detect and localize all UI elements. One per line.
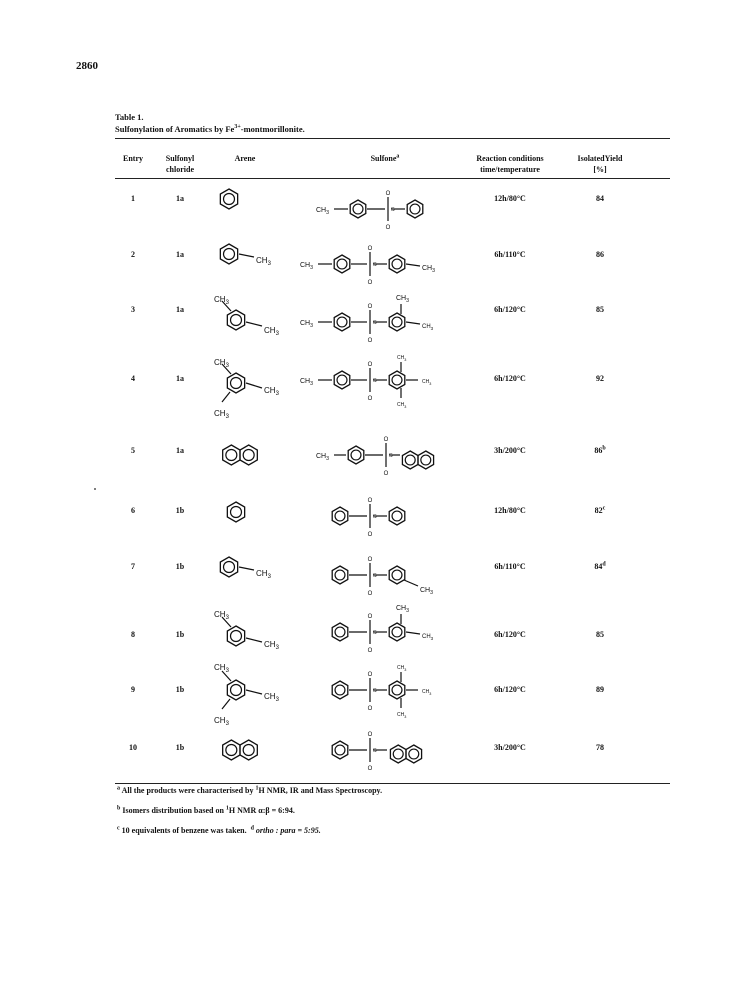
footnote-b-sup: 1 (225, 805, 229, 812)
sulfone-9-para-ch3 (422, 689, 431, 696)
sulfone-7-oxygen-bottom: O (367, 591, 373, 597)
sulfone-8-right-ring-aromatic-circle (392, 627, 402, 637)
sulfone-1-phenyl-ring-aromatic-circle (410, 204, 420, 214)
page-number: 2860 (76, 60, 98, 72)
sulfone-8-sulfur: S (373, 630, 377, 636)
sulfone-4-para-ch3-ch: CH (422, 379, 430, 385)
arene-9-methyl-bond-b (246, 690, 262, 694)
arene-2-ch3-sub: 3 (267, 261, 271, 267)
footnote-a-sup: 1 (255, 785, 259, 792)
arene-7-ch3-ch: CH (256, 569, 268, 578)
arene-5-naphthalene-b-aromatic-circle (243, 450, 254, 461)
sulfone-2-right-ring-aromatic-circle (392, 259, 402, 269)
sulfone-3-para-ch3-sub: 3 (430, 326, 434, 331)
table-title: Table 1. (115, 112, 144, 122)
footnote-a-text-1: All the products were characterised by (121, 786, 254, 795)
header-sulfonyl-line2: chloride (166, 165, 194, 174)
sulfone-2-oxygen-bottom: O (367, 280, 373, 286)
sulfone-3-ortho-ch3 (396, 295, 409, 304)
footnote-b-mark: b (117, 805, 121, 812)
sulfone-9-oxygen-bottom: O (367, 706, 373, 712)
row-5-sulfonyl: 1a (176, 446, 184, 455)
arene-4-ch3-b-ch: CH (264, 386, 276, 395)
sulfone-7-ch3-ch: CH (420, 587, 431, 594)
sulfone-9-ortho-ch3-a-sub: 3 (404, 668, 407, 672)
sulfone-4-tolyl-ch3-sub: 3 (310, 381, 314, 387)
row-4-yield-value: 92 (596, 374, 604, 383)
row-4-sulfonyl: 1a (176, 374, 184, 383)
header-entry: Entry (123, 154, 143, 163)
sulfone-8-ortho-ch3-ch: CH (396, 605, 407, 612)
arene-9-ch3-c (214, 716, 230, 727)
arene-9-ch3-b (264, 692, 280, 703)
arene-3-ch3-a (214, 295, 230, 306)
header-sulfone-text: Sulfone (370, 154, 397, 163)
sulfone-2-tolyl-ring-aromatic-circle (337, 259, 347, 269)
row-6-conditions: 12h/80°C (494, 506, 526, 515)
sulfone-10-oxygen-bottom: O (367, 766, 373, 772)
row-5-conditions: 3h/200°C (494, 446, 526, 455)
arene-8-ch3-b (264, 640, 280, 651)
footnote-b-text-1: Isomers distribution based on (122, 806, 224, 815)
arene-9-ch3-a-sub: 3 (225, 668, 229, 674)
sulfone-4-ortho-ch3-a-sub: 3 (404, 358, 407, 362)
arene-7-ch3 (256, 569, 272, 580)
sulfone-8-para-ch3-ch: CH (422, 634, 431, 640)
footnote-a-mark: a (117, 785, 120, 792)
sulfone-2-sulfur: S (373, 262, 377, 268)
arene-2-toluene-aromatic-circle (224, 249, 235, 260)
sulfone-4-ortho-ch3-a-ch: CH (397, 355, 405, 361)
sulfone-7-oxygen-top: O (367, 557, 373, 563)
header-sulfone-footnote: a (396, 153, 400, 160)
arene-4-ch3-b (264, 386, 280, 397)
sulfone-4-ortho-ch3-b (397, 402, 406, 409)
arene-9-ch3-b-ch: CH (264, 692, 276, 701)
sulfone-4-oxygen-top: O (367, 362, 373, 368)
footnote-c-text: 10 equivalents of benzene was taken. (121, 826, 247, 835)
sulfone-1-ch3-sub: 3 (326, 210, 330, 216)
row-6-yield-note: c (602, 505, 606, 512)
sulfone-6-oxygen-top: O (367, 498, 373, 504)
sulfone-1-tolyl-ring-aromatic-circle (353, 204, 363, 214)
row-6-entry: 6 (131, 506, 135, 515)
footnote-d-text: ortho : para = 5:95. (255, 826, 321, 835)
arene-4-methyl-bond-b (246, 383, 262, 388)
row-8-sulfonyl: 1b (175, 630, 185, 639)
arene-2-ch3 (256, 256, 272, 267)
header-conditions-line2: time/temperature (480, 165, 540, 174)
header-sulfonyl-line1: Sulfonyl (165, 154, 195, 163)
arene-7-toluene-aromatic-circle (224, 562, 235, 573)
sulfone-5-ch3-ch: CH (316, 453, 327, 460)
footnote-b-text-2: H NMR α:β = 6:94. (228, 806, 295, 815)
sulfone-3-para-bond (406, 322, 420, 324)
sulfone-10-sulfur: S (373, 748, 377, 754)
sulfone-4-ortho-ch3-a (397, 355, 406, 362)
sulfone-3-oxygen-bottom: O (367, 338, 373, 344)
arene-10-naphthalene-b-aromatic-circle (243, 745, 254, 756)
sulfone-5-oxygen-bottom: O (383, 471, 389, 477)
arene-8-methyl-bond-b (246, 638, 262, 642)
sulfone-2-tolyl-ch3-sub: 3 (310, 265, 314, 271)
footnote-c-d (117, 826, 321, 835)
sulfone-9-oxygen-top: O (367, 672, 373, 678)
arene-9-methyl-bond-c (222, 699, 230, 709)
row-2-yield-value: 86 (596, 250, 604, 259)
sulfone-8-oxygen-top: O (367, 614, 373, 620)
header-yield-line2: [%] (593, 165, 607, 174)
sulfone-3-tolyl-ch3-ch: CH (300, 320, 311, 327)
sulfone-8-para-bond (406, 632, 420, 634)
arene-9-ch3-c-sub: 3 (225, 721, 229, 727)
sulfone-9-ortho-ch3-b (397, 712, 406, 719)
footnote-b (117, 806, 295, 815)
arene-4-ch3-c-sub: 3 (225, 414, 229, 420)
footnote-a (117, 786, 382, 795)
sulfone-7-ch3-sub: 3 (430, 590, 434, 596)
row-3-conditions: 6h/120°C (494, 305, 526, 314)
sulfone-2-right-ch3 (422, 265, 435, 274)
sulfone-3-para-ch3 (422, 324, 434, 331)
sulfone-3-sulfur: S (373, 320, 377, 326)
sulfone-5-ch3-sub: 3 (326, 456, 330, 462)
arene-4-ch3-b-sub: 3 (275, 391, 279, 397)
arene-4-methyl-bond-c (222, 392, 230, 402)
arene-3-ch3-a-sub: 3 (225, 300, 229, 306)
arene-2-methyl-bond (239, 254, 254, 257)
row-9-yield-value: 89 (596, 685, 604, 694)
arene-3-ch3-a-ch: CH (214, 295, 226, 304)
sulfone-5-oxygen-top: O (383, 437, 389, 443)
arene-3-ch3-b-ch: CH (264, 326, 276, 335)
row-10-entry: 10 (129, 743, 137, 752)
sulfone-4-tolyl-ch3-ch: CH (300, 378, 311, 385)
sulfone-4-tolyl-ch3 (300, 378, 313, 387)
sulfone-4-oxygen-bottom: O (367, 396, 373, 402)
sulfone-9-ortho-ch3-a-ch: CH (397, 665, 405, 671)
row-7-entry: 7 (131, 562, 135, 571)
sulfone-10-naphthyl-b-aromatic-circle (409, 749, 419, 759)
sulfone-2-oxygen-top: O (367, 246, 373, 252)
sulfone-9-para-ch3-sub: 3 (429, 692, 432, 696)
row-5-yield-note: b (602, 445, 606, 452)
sulfone-8-ortho-ch3 (396, 605, 409, 614)
sulfone-5-naphthyl-b-aromatic-circle (421, 455, 431, 465)
arene-3-xylene-aromatic-circle (231, 315, 242, 326)
sulfone-2-right-ch3-ch: CH (422, 265, 433, 272)
sulfone-9-ortho-ch3-b-sub: 3 (404, 715, 407, 719)
sulfone-8-para-ch3-sub: 3 (430, 636, 434, 641)
row-7-conditions: 6h/110°C (494, 562, 526, 571)
row-8-conditions: 6h/120°C (494, 630, 526, 639)
row-7-yield-note: d (602, 561, 606, 568)
sulfone-6-phenyl-ring-aromatic-circle (335, 511, 345, 521)
row-5-yield-value: 86 (594, 446, 603, 455)
arene-4-ch3-a (214, 358, 230, 369)
sulfone-3-ortho-ch3-ch: CH (396, 295, 407, 302)
row-8-entry: 8 (131, 630, 135, 639)
sulfone-1-ch3-ch: CH (316, 207, 327, 214)
sulfone-5-tolyl-ring-aromatic-circle (351, 450, 361, 460)
sulfone-2-tolyl-ch3 (300, 262, 313, 271)
row-10-yield-value: 78 (596, 743, 604, 752)
sulfone-10-naphthyl-a-aromatic-circle (393, 749, 403, 759)
sulfone-9-para-ch3-ch: CH (422, 689, 430, 695)
arene-8-xylene-aromatic-circle (231, 631, 242, 642)
arene-8-ch3-a-sub: 3 (225, 615, 229, 621)
row-2-conditions: 6h/110°C (494, 250, 526, 259)
row-1-entry: 1 (131, 194, 135, 203)
row-2-entry: 2 (131, 250, 135, 259)
row-7-sulfonyl: 1b (175, 562, 185, 571)
arene-9-ch3-a-ch: CH (214, 663, 226, 672)
header-conditions-line1: Reaction conditions (476, 154, 544, 163)
sulfone-8-para-ch3 (422, 634, 434, 641)
sulfone-8-oxygen-bottom: O (367, 648, 373, 654)
row-6-sulfonyl: 1b (175, 506, 185, 515)
caption-superscript: 3+ (234, 124, 241, 131)
caption-suffix: -montmorillonite. (240, 124, 305, 134)
sulfone-1-ch3 (316, 207, 329, 216)
arene-9-ch3-b-sub: 3 (275, 697, 279, 703)
sulfone-7-right-ring-aromatic-circle (392, 570, 402, 580)
arene-9-ch3-c-ch: CH (214, 716, 226, 725)
sulfone-9-sulfur: S (373, 688, 377, 694)
row-4-conditions: 6h/120°C (494, 374, 526, 383)
sulfone-4-para-ch3 (422, 379, 431, 386)
sulfone-5-naphthyl-a-aromatic-circle (405, 455, 415, 465)
row-10-sulfonyl: 1b (175, 743, 185, 752)
sulfone-3-tolyl-ch3 (300, 320, 313, 329)
row-10-conditions: 3h/200°C (494, 743, 526, 752)
arene-8-ch3-a-ch: CH (214, 610, 226, 619)
sulfone-9-ortho-ch3-a (397, 665, 406, 672)
arene-1-benzene-aromatic-circle (224, 194, 235, 205)
sulfone-6-right-ring-aromatic-circle (392, 511, 402, 521)
sulfone-7-methyl-bond (404, 580, 418, 586)
arene-8-ch3-b-sub: 3 (275, 645, 279, 651)
arene-5-naphthalene-a-aromatic-circle (226, 450, 237, 461)
arene-6-benzene-aromatic-circle (231, 507, 242, 518)
arene-7-methyl-bond (239, 567, 254, 570)
sulfone-7-phenyl-ring-aromatic-circle (335, 570, 345, 580)
sulfone-8-phenyl-ring-aromatic-circle (335, 627, 345, 637)
sulfone-5-sulfur: S (389, 453, 393, 459)
sulfone-3-ortho-ch3-sub: 3 (406, 298, 410, 304)
row-1-sulfonyl: 1a (176, 194, 184, 203)
arene-4-mesitylene-aromatic-circle (231, 378, 242, 389)
sulfone-6-oxygen-bottom: O (367, 532, 373, 538)
sulfone-3-para-ch3-ch: CH (422, 324, 431, 330)
sulfone-4-sulfur: S (373, 378, 377, 384)
arene-7-ch3-sub: 3 (267, 574, 271, 580)
row-6-yield-value: 82 (594, 506, 603, 515)
row-3-yield-value: 85 (596, 305, 604, 314)
sulfone-6-sulfur: S (373, 514, 377, 520)
header-arene: Arene (234, 154, 256, 163)
footnote-a-text-2: H NMR, IR and Mass Spectroscopy. (258, 786, 383, 795)
row-1-yield-value: 84 (596, 194, 604, 203)
footnote-c-mark: c (117, 825, 120, 832)
sulfone-3-oxygen-top: O (367, 304, 373, 310)
row-8-yield-value: 85 (596, 630, 604, 639)
sulfone-5-ch3 (316, 453, 329, 462)
header-yield-line1: IsolatedYield (577, 154, 623, 163)
arene-4-ch3-c-ch: CH (214, 409, 226, 418)
arene-4-ch3-a-ch: CH (214, 358, 226, 367)
arene-3-methyl-bond-b (246, 322, 262, 326)
row-1-conditions: 12h/80°C (494, 194, 526, 203)
arene-4-ch3-a-sub: 3 (225, 363, 229, 369)
row-7-yield-value: 84 (594, 562, 603, 571)
arene-4-ch3-c (214, 409, 230, 420)
sulfone-1-oxygen-top: O (385, 191, 391, 197)
arene-9-mesitylene-aromatic-circle (231, 685, 242, 696)
sulfone-8-ortho-ch3-sub: 3 (406, 608, 410, 614)
sulfone-3-tolyl-ch3-sub: 3 (310, 323, 314, 329)
sulfone-9-right-ring-aromatic-circle (392, 685, 402, 695)
caption-prefix: Sulfonylation of Aromatics by Fe (115, 124, 235, 134)
row-5-entry: 5 (131, 446, 135, 455)
arene-2-ch3-ch: CH (256, 256, 268, 265)
row-9-conditions: 6h/120°C (494, 685, 526, 694)
arene-9-ch3-a (214, 663, 230, 674)
sulfone-10-oxygen-top: O (367, 732, 373, 738)
sulfone-9-ortho-ch3-b-ch: CH (397, 712, 405, 718)
sulfone-2-right-methyl-bond (406, 264, 420, 266)
arene-3-ch3-b-sub: 3 (275, 331, 279, 337)
sulfone-1-sulfur: S (391, 207, 395, 213)
footnote-d-mark: d (250, 825, 254, 832)
sulfone-3-tolyl-ring-aromatic-circle (337, 317, 347, 327)
arene-8-ch3-b-ch: CH (264, 640, 276, 649)
row-3-entry: 3 (131, 305, 135, 314)
row-9-entry: 9 (131, 685, 135, 694)
sulfone-10-phenyl-ring-aromatic-circle (335, 745, 345, 755)
sulfone-2-right-ch3-sub: 3 (432, 268, 436, 274)
sulfone-4-right-ring-aromatic-circle (392, 375, 402, 385)
sulfone-4-ortho-ch3-b-ch: CH (397, 402, 405, 408)
row-4-entry: 4 (131, 374, 135, 383)
sulfone-3-right-ring-aromatic-circle (392, 317, 402, 327)
stray-mark (94, 488, 96, 490)
sulfone-7-sulfur: S (373, 573, 377, 579)
arene-10-naphthalene-a-aromatic-circle (226, 745, 237, 756)
sulfone-1-oxygen-bottom: O (385, 225, 391, 231)
row-2-sulfonyl: 1a (176, 250, 184, 259)
sulfone-2-tolyl-ch3-ch: CH (300, 262, 311, 269)
sulfone-9-phenyl-ring-aromatic-circle (335, 685, 345, 695)
sulfone-7-ch3 (420, 587, 433, 596)
arene-3-ch3-b (264, 326, 280, 337)
row-3-sulfonyl: 1a (176, 305, 184, 314)
sulfone-4-tolyl-ring-aromatic-circle (337, 375, 347, 385)
sulfone-4-para-ch3-sub: 3 (429, 382, 432, 386)
row-9-sulfonyl: 1b (175, 685, 185, 694)
arene-8-ch3-a (214, 610, 230, 621)
sulfone-4-ortho-ch3-b-sub: 3 (404, 405, 407, 409)
